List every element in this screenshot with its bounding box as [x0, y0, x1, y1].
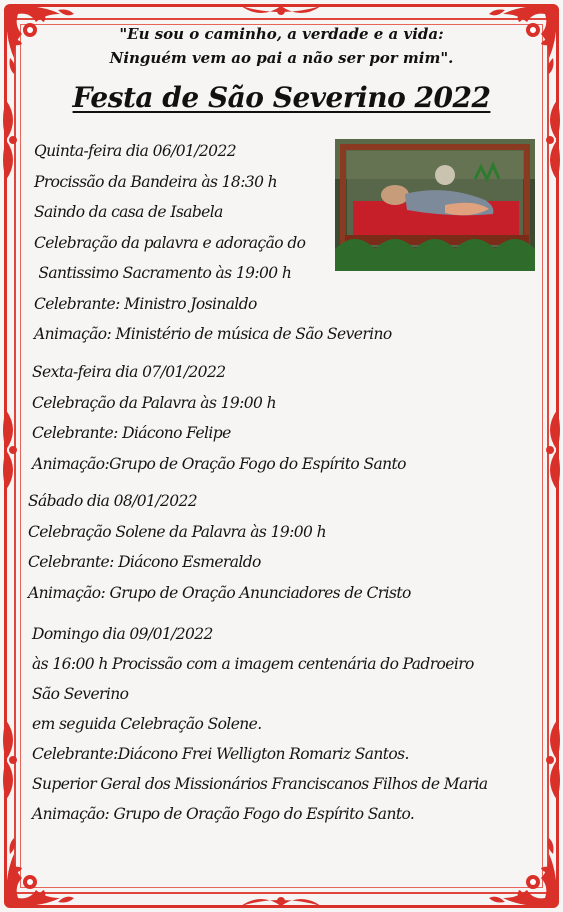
day-line: Animação: Ministério de música de São Severino — [34, 325, 392, 343]
day-line: Domingo dia 09/01/2022 — [32, 625, 213, 643]
day-line: Saindo da casa de Isabela — [34, 203, 223, 221]
side-ornament-icon — [2, 720, 24, 800]
day-line: Sábado dia 08/01/2022 — [28, 492, 197, 510]
day-line: Santissimo Sacramento às 19:00 h — [34, 264, 292, 282]
side-ornament-icon — [2, 410, 24, 490]
day-line: Superior Geral dos Missionários Franciscanos Filhos de Maria — [32, 775, 488, 793]
day-block-friday — [32, 357, 406, 479]
day-line: Celebrante: Diácono Esmeraldo — [28, 553, 261, 571]
day-line: Celebração Solene da Palavra às 19:00 h — [28, 522, 326, 541]
day-line: Celebração da palavra e adoração do — [34, 233, 306, 252]
day-line: Sexta-feira dia 07/01/2022 — [32, 363, 226, 381]
day-line: em seguida Celebração Solene. — [32, 715, 262, 733]
day-block-thursday — [34, 136, 392, 350]
day-line: Celebração da Palavra às 19:00 h — [32, 393, 277, 412]
day-line: Animação: Grupo de Oração Fogo do Espírito Santo. — [32, 805, 415, 823]
side-ornament-icon — [539, 720, 561, 800]
corner-ornament-icon — [0, 822, 90, 912]
day-line: Celebrante: Diácono Felipe — [32, 424, 231, 442]
day-line: Animação: Grupo de Oração Anunciadores de Cristo — [28, 583, 411, 602]
side-ornament-icon — [539, 410, 561, 490]
bottom-ornament-icon — [241, 890, 321, 910]
day-line: às 16:00 h Procissão com a imagem centenária do Padroeiro — [32, 655, 474, 673]
day-line: São Severino — [32, 685, 129, 703]
day-line: Celebrante: Ministro Josinaldo — [34, 294, 257, 313]
quote-line-1: "Eu sou o caminho, a verdade e a vida: — [119, 25, 444, 43]
bible-quote — [40, 22, 523, 70]
day-block-sunday — [32, 619, 488, 829]
page-title: Festa de São Severino 2022 — [72, 81, 491, 114]
top-ornament-icon — [241, 2, 321, 22]
quote-line-2: Ninguém vem ao pai a não ser por mim". — [109, 49, 454, 67]
day-line: Animação:Grupo de Oração Fogo do Espírito Santo — [32, 454, 406, 473]
side-ornament-icon — [2, 100, 24, 180]
day-line: Procissão da Bandeira às 18:30 h — [34, 172, 278, 191]
day-line: Quinta-feira dia 06/01/2022 — [34, 142, 236, 160]
corner-ornament-icon — [473, 822, 563, 912]
day-block-saturday — [28, 486, 411, 608]
day-line: Celebrante:Diácono Frei Welligton Romariz Santos. — [32, 745, 409, 763]
side-ornament-icon — [539, 100, 561, 180]
